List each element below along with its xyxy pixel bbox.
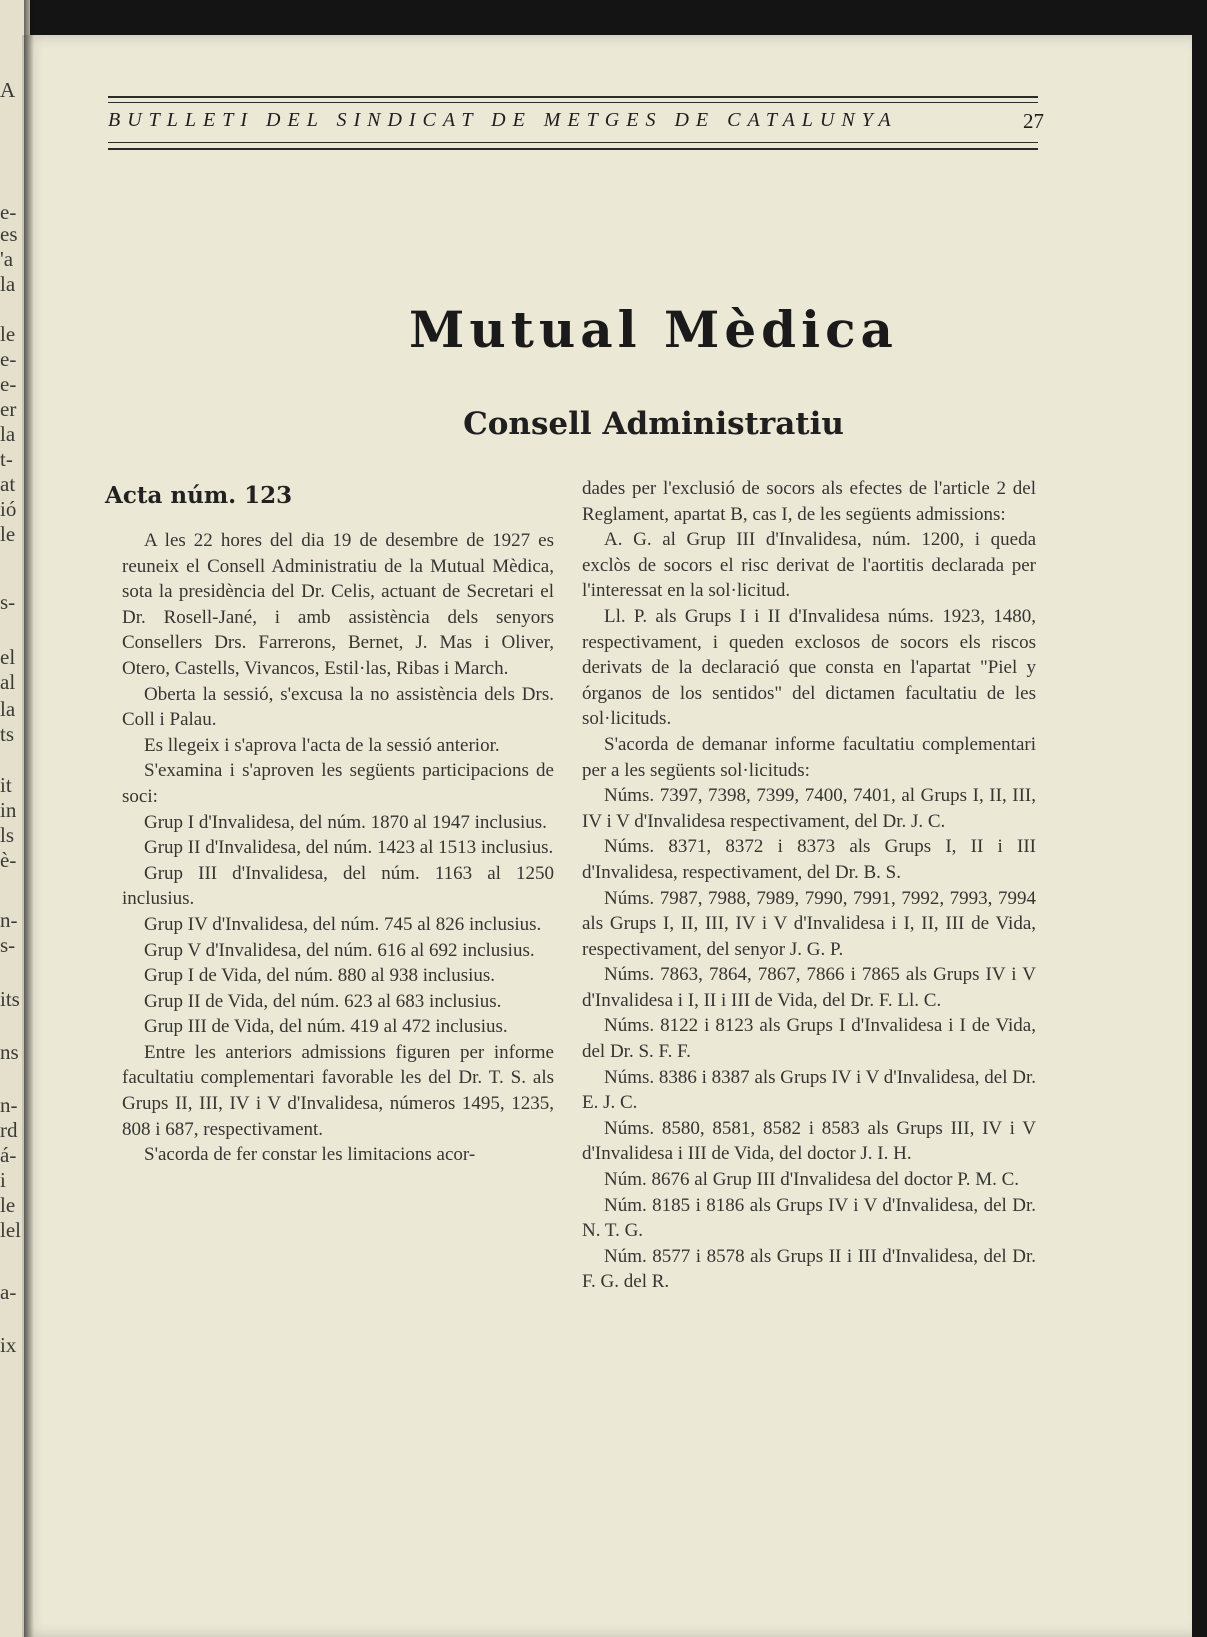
margin-fragment: lel (0, 1218, 21, 1242)
paragraph: A. G. al Grup III d'Invalidesa, núm. 1200, i queda exclòs de socors el risc derivat de l'aortitis declarada per l'interessat en la sol·licitud. (582, 529, 1036, 602)
paragraph: Grup II de Vida, del núm. 623 al 683 inclusius. (144, 990, 502, 1012)
margin-fragment: n- (0, 1093, 18, 1117)
journal-title: BUTLLETI DEL SINDICAT DE METGES DE CATALUNYA (108, 109, 898, 131)
margin-fragment: á- (0, 1143, 17, 1167)
margin-fragment: in (0, 798, 17, 822)
margin-fragment: t- (0, 447, 13, 471)
margin-fragment: le (0, 322, 16, 346)
paragraph: Grup I d'Invalidesa, del núm. 1870 al 1947 inclusius. (144, 811, 547, 833)
margin-fragment: s- (0, 933, 16, 957)
paragraph: Entre les anteriors admissions figuren per informe facultatiu complementari favorable les del Dr. T. S. als Grups II, III, IV i V d'Invalidesa, números 1495, 1235, 808 i 687, respectivament. (122, 1041, 554, 1140)
paragraph: Núms. 8580, 8581, 8582 i 8583 als Grups III, IV i V d'Invalidesa i III de Vida, del doctor J. I. H. (582, 1117, 1036, 1165)
book-gutter-shadow (24, 0, 34, 1637)
margin-fragment: le (0, 522, 16, 546)
paragraph: Grup III d'Invalidesa, del núm. 1163 al 1250 inclusius. (122, 862, 554, 910)
left-column (122, 528, 554, 1168)
margin-fragment: i (0, 1168, 6, 1192)
header-rule-top-thin (108, 102, 1038, 103)
margin-fragment: al (0, 670, 16, 694)
margin-fragment: a- (0, 1280, 17, 1304)
margin-fragment: its (0, 987, 20, 1011)
margin-fragment: ns (0, 1040, 19, 1064)
paragraph: Núm. 8185 i 8186 als Grups IV i V d'Invalidesa, del Dr. N. T. G. (582, 1194, 1036, 1242)
paragraph: Grup II d'Invalidesa, del núm. 1423 al 1513 inclusius. (144, 837, 554, 859)
paragraph: S'acorda de fer constar les limitacions acor- (144, 1144, 476, 1166)
margin-fragment: ls (0, 823, 15, 847)
paragraph: Grup IV d'Invalidesa, del núm. 745 al 826 inclusius. (144, 913, 542, 935)
paragraph: Núms. 7987, 7988, 7989, 7990, 7991, 7992, 7993, 7994 als Grups I, II, III, IV i V d'Invalidesa i I, II, III de Vida, respectivament, del senyor J. G. P. (582, 887, 1036, 960)
margin-fragment: la (0, 272, 16, 296)
article-title: Mutual Mèdica (409, 300, 898, 359)
header-rule-top (108, 96, 1038, 98)
paragraph: Grup III de Vida, del núm. 419 al 472 inclusius. (144, 1016, 508, 1038)
page-number: 27 (1023, 109, 1044, 133)
margin-fragment: el (0, 645, 16, 669)
margin-fragment: la (0, 697, 16, 721)
paragraph: S'acorda de demanar informe facultatiu complementari per a les següents sol·licituds: (582, 733, 1036, 781)
margin-fragment: s- (0, 590, 16, 614)
paragraph: A les 22 hores del dia 19 de desembre de 1927 es reuneix el Consell Administratiu de la Mutual Mèdica, sota la presidència del Dr. Celis, actuant de Secretari el Dr. Rosell-Jané, i amb assistència dels senyors Consellers Drs. Farrerons, Bernet, J. Mas i Oliver, Otero, Castells, Vivancos, Estil·las, Ribas i March. (122, 530, 554, 679)
margin-fragment: A (0, 78, 16, 102)
paragraph: Núms. 8386 i 8387 als Grups IV i V d'Invalidesa, del Dr. E. J. C. (582, 1066, 1036, 1114)
margin-fragment: it (0, 773, 12, 797)
margin-fragment: la (0, 422, 16, 446)
margin-fragment: es (0, 222, 18, 246)
paragraph: Núm. 8676 al Grup III d'Invalidesa del doctor P. M. C. (604, 1169, 1020, 1191)
margin-fragment: ix (0, 1333, 17, 1357)
header-rule-bottom-thin (108, 142, 1038, 143)
header-rule-bottom (108, 148, 1038, 150)
margin-fragment: e- (0, 372, 17, 396)
margin-fragment: e- (0, 347, 17, 371)
margin-fragment: e- (0, 200, 17, 224)
margin-fragment: at (0, 472, 16, 496)
margin-fragment: ts (0, 722, 15, 746)
margin-fragment: n- (0, 908, 18, 932)
paragraph: S'examina i s'aproven les següents participacions de soci: (122, 760, 554, 807)
running-header (108, 96, 1044, 156)
margin-fragment: rd (0, 1118, 18, 1142)
paragraph: Grup I de Vida, del núm. 880 al 938 inclusius. (144, 965, 496, 987)
paragraph: Es llegeix i s'aprova l'acta de la sessió anterior. (144, 734, 500, 756)
paragraph: Núm. 8577 i 8578 als Grups II i III d'Invalidesa, del Dr. F. G. del R. (582, 1245, 1036, 1293)
margin-fragment: le (0, 1193, 16, 1217)
paragraph: Núms. 7397, 7398, 7399, 7400, 7401, al Grups I, II, III, IV i V d'Invalidesa respectivament, del Dr. J. C. (582, 785, 1036, 832)
paragraph: Núms. 8371, 8372 i 8373 als Grups I, II i III d'Invalidesa, respectivament, del Dr. B. S. (582, 836, 1036, 883)
right-column (582, 476, 1036, 1295)
margin-fragment: 'a (0, 247, 14, 271)
paragraph: Oberta la sessió, s'excusa la no assistència dels Drs. Coll i Palau. (122, 683, 554, 731)
paragraph: Ll. P. als Grups I i II d'Invalidesa núms. 1923, 1480, respectivament, i queden exclosos de socors els riscos derivats de la declaració que consta en l'apartat "Piel y órganos de los sentidos" del dictamen facultatiu de les sol·licituds. (582, 605, 1036, 730)
margin-fragment: ió (0, 497, 17, 521)
margin-fragment: er (0, 397, 17, 421)
margin-fragment: è- (0, 848, 17, 872)
paragraph: dades per l'exclusió de socors als efectes de l'article 2 del Reglament, apartat B, cas I, de les següents admissions: (582, 478, 1036, 525)
article-subtitle: Consell Administratiu (463, 406, 844, 442)
paragraph: Núms. 8122 i 8123 als Grups I d'Invalidesa i I de Vida, del Dr. S. F. F. (582, 1015, 1036, 1063)
section-heading: Acta núm. 123 (105, 482, 293, 509)
paragraph: Grup V d'Invalidesa, del núm. 616 al 692 inclusius. (144, 939, 535, 961)
paragraph: Núms. 7863, 7864, 7867, 7866 i 7865 als Grups IV i V d'Invalidesa i I, II i III de Vida, del Dr. F. Ll. C. (582, 964, 1036, 1011)
